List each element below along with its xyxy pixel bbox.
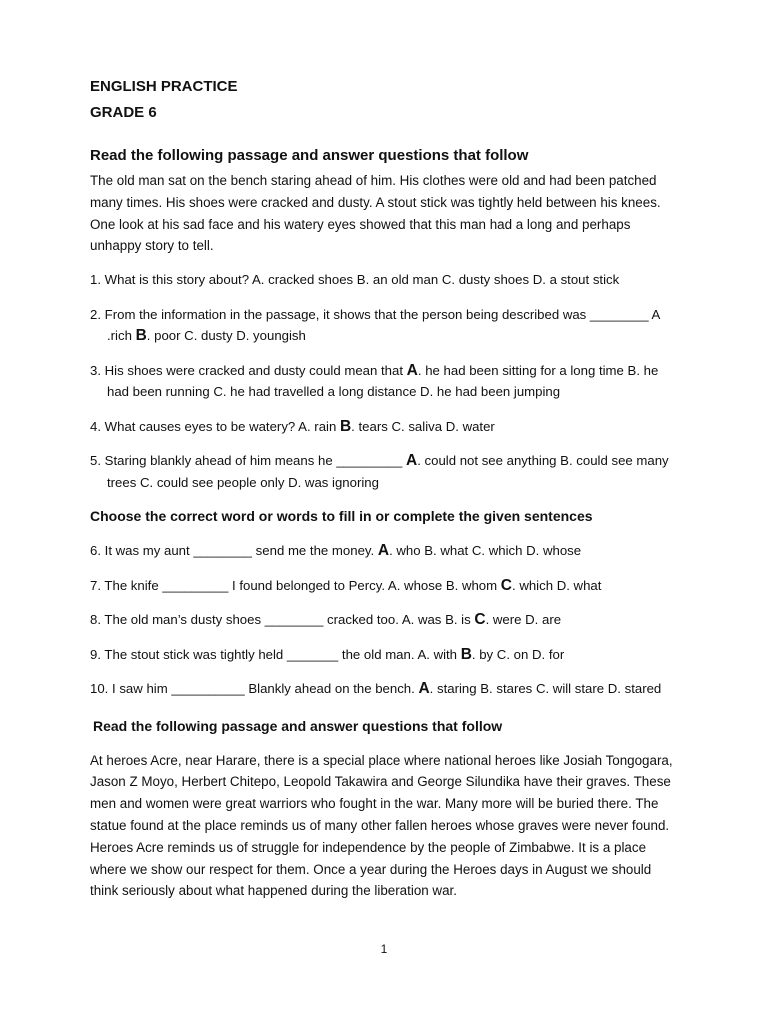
question-10 xyxy=(90,678,678,700)
question-1 xyxy=(90,269,678,291)
question-4 xyxy=(90,416,678,438)
page-number: 1 xyxy=(380,942,388,956)
question-10-stem: 10. I saw him __________ Blankly ahead on the bench. xyxy=(90,681,419,697)
document-title: ENGLISH PRACTICE xyxy=(90,78,238,95)
question-6-rest: . who B. what C. which D. whose xyxy=(389,543,582,559)
question-9-marked-option: B xyxy=(460,645,472,663)
question-2-rest: . poor C. dusty D. youngish xyxy=(146,328,306,344)
question-7 xyxy=(90,575,678,597)
question-7-rest: . which D. what xyxy=(512,577,602,593)
question-1-text: 1. What is this story about? A. cracked shoes B. an old man C. dusty shoes D. a stout stick xyxy=(90,272,620,288)
question-6 xyxy=(90,540,678,562)
question-5-marked-option: A xyxy=(406,452,418,470)
passage-2: At heroes Acre, near Harare, there is a special place where national heroes like Josiah Tongogara, Jason Z Moyo, Herbert Chitepo, Leopold Takawira and George Silundika have their graves. These men and women were great warriors who fought in the war. Many more will be buried there. The statue found at the place reminds us of many other fallen heroes whose graves were never found. Heroes Acre reminds us of struggle for independence by the people of Zimbabwe. It is a place where we show our respect for them. Once a year during the Heroes days in August we should think seriously about what happened during the liberation war. xyxy=(90,752,673,899)
question-8-rest: . were D. are xyxy=(485,612,562,628)
question-2-marked-option: B xyxy=(135,327,147,345)
question-4-rest: . tears C. saliva D. water xyxy=(351,418,495,434)
question-5-stem: 5. Staring blankly ahead of him means he _________ xyxy=(90,453,406,469)
question-4-marked-option: B xyxy=(339,417,352,435)
question-7-stem: 7. The knife _________ I found belonged to Percy. A. whose B. whom xyxy=(90,577,501,593)
question-7-marked-option: C xyxy=(500,576,512,594)
question-6-stem: 6. It was my aunt ________ send me the money. xyxy=(90,543,378,559)
question-9 xyxy=(90,644,678,666)
question-2-stem: 2. From the information in the passage, it shows that the person being described was ________ A .rich xyxy=(90,306,660,344)
section-heading-passage-2: Read the following passage and answer questions that follow xyxy=(93,717,503,734)
question-10-rest: . staring B. stares C. will stare D. stared xyxy=(429,681,662,697)
section-heading-passage-1: Read the following passage and answer questions that follow xyxy=(90,147,529,164)
question-2 xyxy=(90,304,678,347)
question-5-rest: . could not see anything B. could see many trees C. could see people only D. was ignoring xyxy=(107,453,669,490)
question-3-stem: 3. His shoes were cracked and dusty could mean that xyxy=(90,362,407,378)
section-heading-fill-in: Choose the correct word or words to fill in or complete the given sentences xyxy=(90,508,593,525)
question-3-rest: . he had been sitting for a long time B. he had been running C. he had travelled a long distance D. he had been jumping xyxy=(107,362,659,400)
passage-1: The old man sat on the bench staring ahead of him. His clothes were old and had been patched many times. His shoes were cracked and dusty. A stout stick was tightly held between his knees. One look at his sad face and his watery eyes showed that this man had a long and perhaps unhappy story to tell. xyxy=(90,173,661,254)
question-5 xyxy=(90,450,678,493)
question-9-stem: 9. The stout stick was tightly held _______ the old man. A. with xyxy=(90,646,461,662)
question-8 xyxy=(90,609,678,631)
question-10-marked-option: A xyxy=(418,680,430,698)
grade-label: GRADE 6 xyxy=(90,104,157,121)
question-9-rest: . by C. on D. for xyxy=(471,646,565,662)
question-3-marked-option: A xyxy=(406,361,418,379)
question-3 xyxy=(90,360,678,403)
question-6-marked-option: A xyxy=(377,542,390,560)
question-8-stem: 8. The old man’s dusty shoes ________ cracked too. A. was B. is xyxy=(90,612,475,628)
question-8-marked-option: C xyxy=(474,611,486,629)
question-4-stem: 4. What causes eyes to be watery? A. rain xyxy=(90,418,340,434)
